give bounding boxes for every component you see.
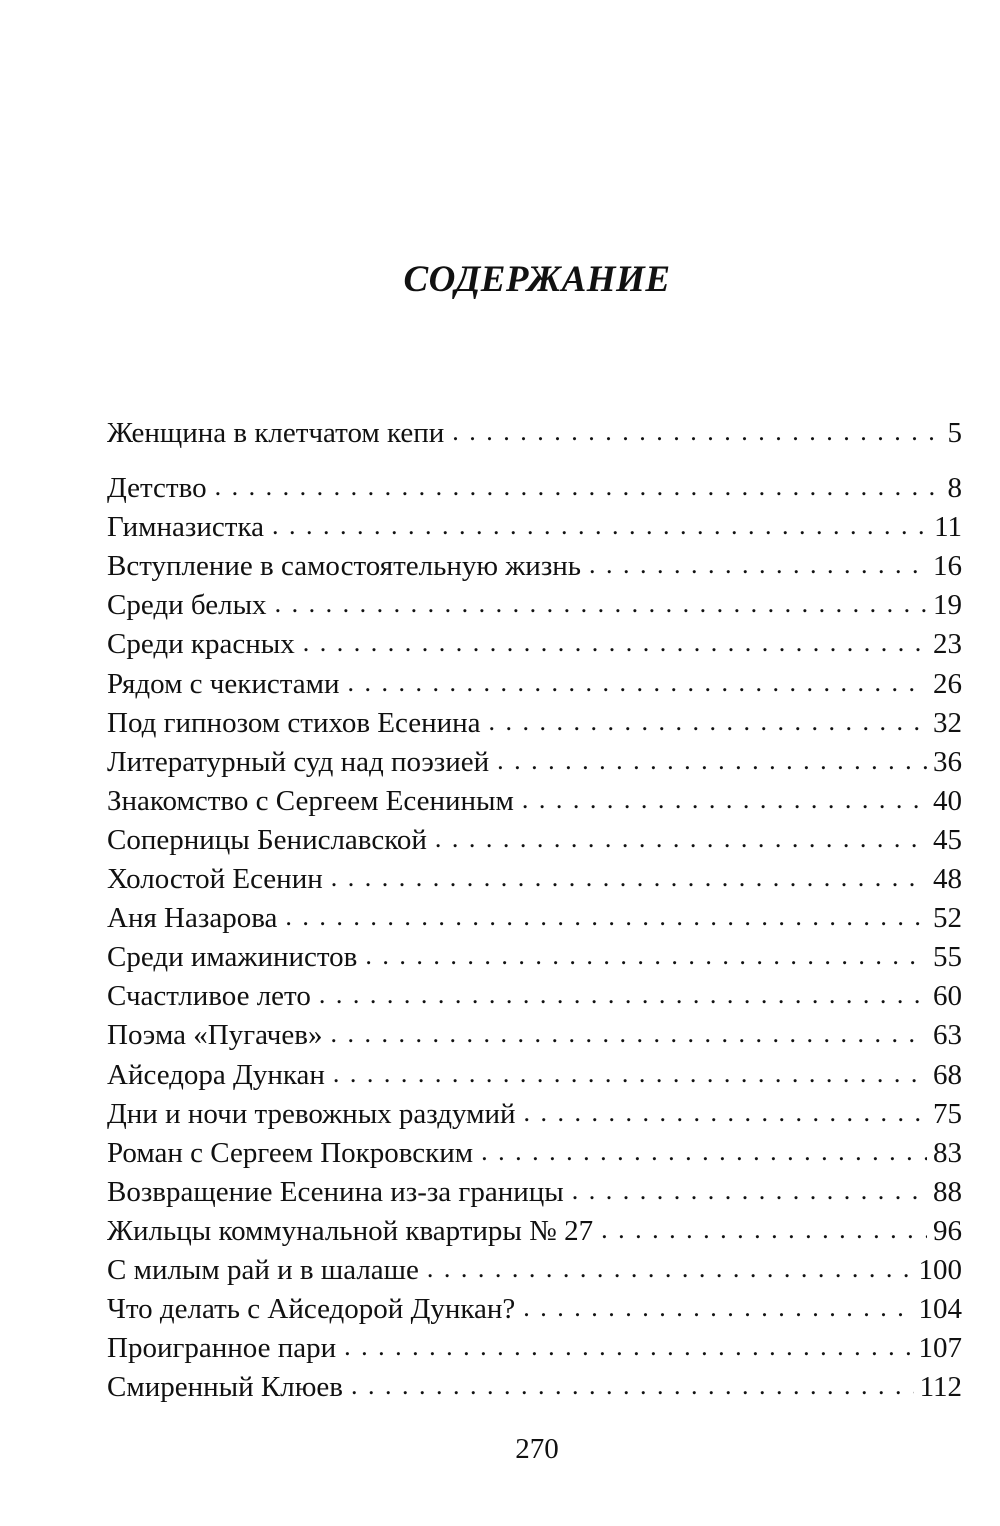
toc-entry-title: Жильцы коммунальной квартиры № 27 xyxy=(107,1214,594,1247)
toc-entry-title: Соперницы Бениславской xyxy=(107,823,427,856)
toc-entry xyxy=(107,899,962,938)
toc-entry xyxy=(107,977,962,1016)
dot-leader xyxy=(272,506,928,545)
toc-entry-page: 96 xyxy=(933,1214,962,1247)
toc-entry-title: Под гипнозом стихов Есенина xyxy=(107,706,481,739)
dot-leader xyxy=(481,1132,927,1171)
toc-entry-title: Женщина в клетчатом кепи xyxy=(107,417,445,449)
toc-entry-page: 88 xyxy=(933,1175,962,1208)
toc-entry xyxy=(107,782,962,821)
dot-leader xyxy=(601,1210,927,1249)
toc-entry xyxy=(107,625,962,664)
dot-leader xyxy=(589,545,927,584)
dot-leader xyxy=(285,897,927,936)
toc-entry-title: Среди имажинистов xyxy=(107,941,358,974)
toc-entry-page: 45 xyxy=(933,823,962,856)
toc-entry-page: 8 xyxy=(947,472,962,505)
toc-entry xyxy=(107,1329,962,1368)
toc-entry xyxy=(107,821,962,860)
toc-entry-page: 32 xyxy=(933,706,962,739)
dot-leader xyxy=(365,936,927,975)
toc-entry xyxy=(107,1056,962,1095)
toc-entry xyxy=(107,860,962,899)
toc-entry xyxy=(107,1173,962,1212)
toc-entry-title: Среди белых xyxy=(107,589,267,622)
toc-entry-page: 75 xyxy=(933,1097,962,1130)
dot-leader xyxy=(522,780,927,819)
toc-entry-page: 52 xyxy=(933,902,962,935)
toc-entry xyxy=(107,1095,962,1134)
toc-entry-page: 63 xyxy=(933,1019,962,1052)
toc-entry-title: Смиренный Клюев xyxy=(107,1371,343,1404)
toc-entry-title: Дни и ночи тревожных раздумий xyxy=(107,1097,516,1130)
dot-leader xyxy=(524,1093,928,1132)
toc-entry-title: Айседора Дункан xyxy=(107,1058,325,1091)
dot-leader xyxy=(427,1249,913,1288)
toc-entry-title: Аня Назарова xyxy=(107,902,278,935)
toc-entry-page: 104 xyxy=(918,1293,962,1326)
toc-entry xyxy=(107,547,962,586)
toc-entry xyxy=(107,938,962,977)
toc-entry xyxy=(107,414,962,453)
dot-leader xyxy=(351,1366,914,1405)
toc-entry xyxy=(107,1134,962,1173)
dot-leader xyxy=(497,741,927,780)
toc-entry-page: 107 xyxy=(918,1332,962,1365)
toc-entry-page: 40 xyxy=(933,784,962,817)
toc-entry xyxy=(107,508,962,547)
dot-leader xyxy=(523,1288,912,1327)
dot-leader xyxy=(215,467,942,506)
toc-entry-page: 16 xyxy=(933,550,962,583)
toc-entry-title: Гимназистка xyxy=(107,511,264,544)
toc-entry xyxy=(107,1212,962,1251)
toc-entry-page: 5 xyxy=(947,417,962,449)
toc-entry-page: 100 xyxy=(918,1253,962,1286)
toc-entry-page: 112 xyxy=(919,1371,962,1404)
toc-entry-title: Холостой Есенин xyxy=(107,863,323,896)
toc-entry-title: Рядом с чекистами xyxy=(107,667,340,700)
toc-entry xyxy=(107,704,962,743)
toc-entry-title: Возвращение Есенина из-за границы xyxy=(107,1175,564,1208)
toc-entry-title: С милым рай и в шалаше xyxy=(107,1253,419,1286)
dot-leader xyxy=(333,1054,927,1093)
page-number: 270 xyxy=(515,1433,559,1465)
toc-entry-title: Детство xyxy=(107,472,207,505)
dot-leader xyxy=(303,623,927,662)
dot-leader xyxy=(275,584,927,623)
toc-entry-title: Литературный суд над поэзией xyxy=(107,745,490,778)
toc-entry-page: 26 xyxy=(933,667,962,700)
toc-entry xyxy=(107,743,962,782)
toc-entry-page: 55 xyxy=(933,941,962,974)
toc-entry-page: 48 xyxy=(933,863,962,896)
dot-leader xyxy=(489,702,927,741)
toc-entry-page: 36 xyxy=(933,745,962,778)
page-title: СОДЕРЖАНИЕ xyxy=(403,259,671,300)
toc-entry-page: 19 xyxy=(933,589,962,622)
dot-leader xyxy=(331,858,927,897)
toc-entry-title: Вступление в самостоятельную жизнь xyxy=(107,550,582,583)
toc-entry xyxy=(107,469,962,508)
toc-entry-page: 23 xyxy=(933,628,962,661)
toc-entry-title: Поэма «Пугачев» xyxy=(107,1019,323,1052)
toc-entry-page: 60 xyxy=(933,980,962,1013)
toc-entry xyxy=(107,1290,962,1329)
toc-entry xyxy=(107,586,962,625)
toc-entry-title: Роман с Сергеем Покровским xyxy=(107,1136,474,1169)
toc-entry-title: Счастливое лето xyxy=(107,980,311,1013)
dot-leader xyxy=(348,663,928,702)
toc-entry xyxy=(107,1368,962,1407)
dot-leader xyxy=(435,819,927,858)
dot-leader xyxy=(452,412,941,451)
toc-entry xyxy=(107,1251,962,1290)
toc-entry-title: Проигранное пари xyxy=(107,1332,337,1365)
dot-leader xyxy=(572,1171,927,1210)
toc-entry-title: Что делать с Айседорой Дункан? xyxy=(107,1293,516,1326)
toc-entry xyxy=(107,1016,962,1055)
toc-entry-page: 11 xyxy=(934,511,962,544)
toc-entry-page: 68 xyxy=(933,1058,962,1091)
toc-entry-title: Среди красных xyxy=(107,628,295,661)
table-of-contents xyxy=(107,414,962,1407)
dot-leader xyxy=(319,975,927,1014)
toc-entry-page: 83 xyxy=(933,1136,962,1169)
toc-entry-title: Знакомство с Сергеем Есениным xyxy=(107,784,514,817)
dot-leader xyxy=(344,1327,912,1366)
toc-entry xyxy=(107,665,962,704)
dot-leader xyxy=(330,1014,927,1053)
